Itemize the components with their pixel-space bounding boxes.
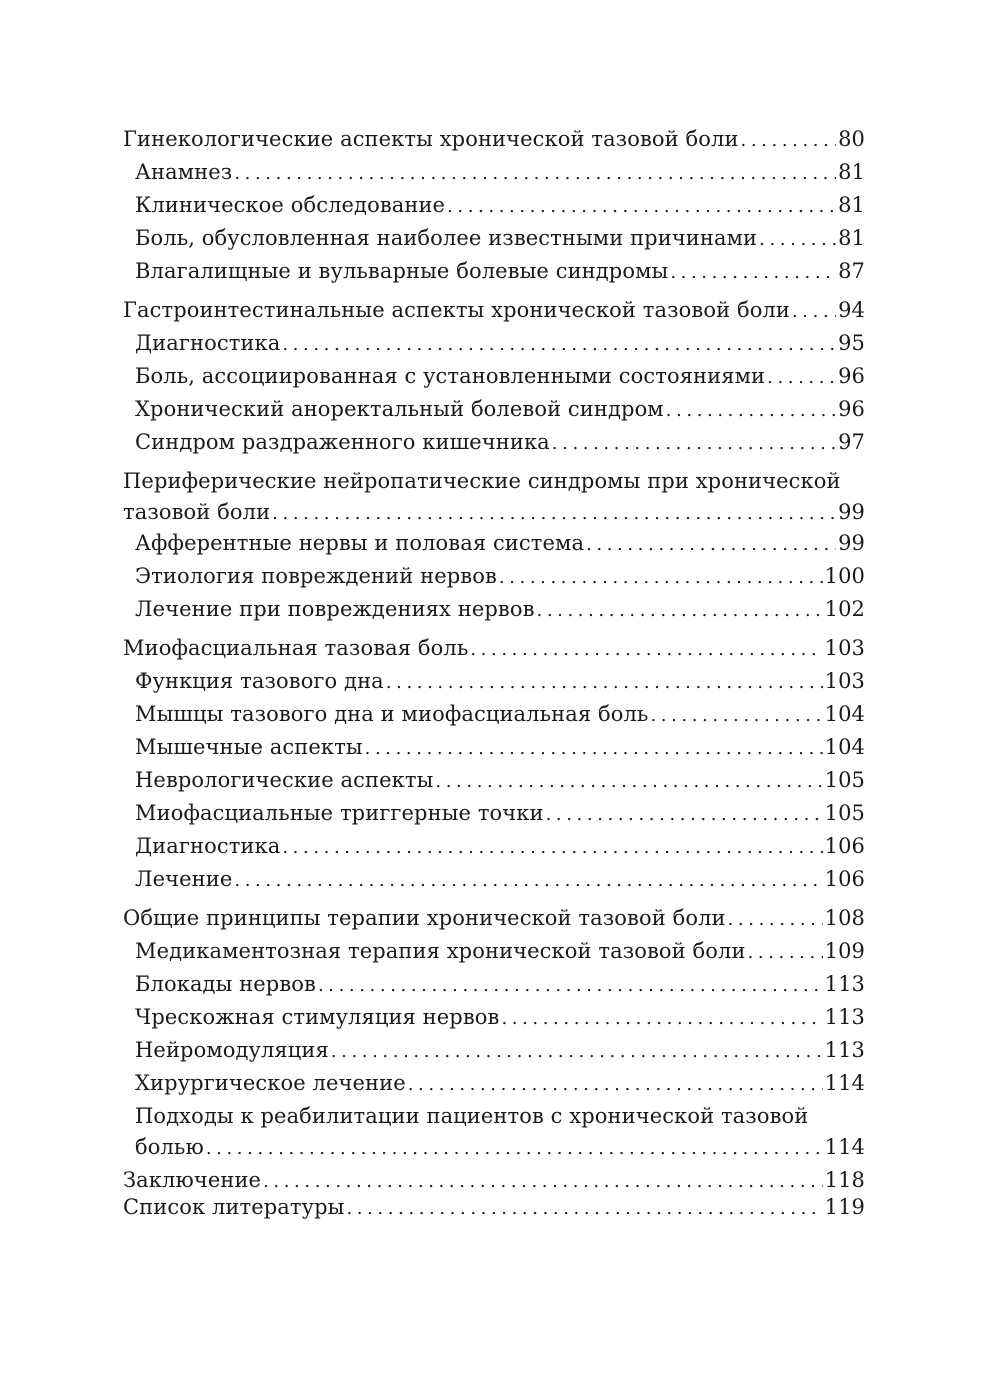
dot-leader [748,936,823,969]
toc-entry-title: Миофасциальная тазовая боль [123,636,469,660]
toc-page-number: 113 [824,1005,865,1029]
toc-page-number: 105 [824,801,865,825]
toc-page-number: 106 [824,834,865,858]
toc-entry[interactable] [123,731,865,764]
toc-entry-title: Лечение [135,867,233,891]
toc-entry[interactable] [123,360,865,393]
toc-entry[interactable] [123,1034,865,1067]
toc-entry[interactable] [123,327,865,360]
toc-entry-cont[interactable] [123,1132,865,1162]
toc-page-number: 113 [824,1038,865,1062]
toc-entry-title: Мышечные аспекты [135,735,363,759]
toc-entry-title: Миофасциальные триггерные точки [135,801,544,825]
toc-entry[interactable] [123,426,865,459]
toc-entry-title: Чрескожная стимуляция нервов [135,1005,500,1029]
toc-page-number: 103 [824,669,865,693]
toc-entry-title: Афферентные нервы и половая система [135,531,585,555]
toc-entry-title: Гинекологические аспекты хронической тазовой боли [123,127,739,151]
toc-page-number: 104 [824,735,865,759]
toc-page-number: 113 [824,972,865,996]
toc-section-gastrointestinal[interactable] [123,294,865,327]
toc-entry-title: Общие принципы терапии хронической тазовой боли [123,906,726,930]
toc-entry[interactable] [123,797,865,830]
toc-page-number: 114 [824,1135,865,1159]
dot-leader [346,1195,822,1222]
toc-entry-title: Мышцы тазового дна и миофасциальная боль [135,702,649,726]
toc-entry[interactable] [123,189,865,222]
toc-entry[interactable] [123,665,865,698]
dot-leader [586,528,836,561]
dot-leader [792,295,836,328]
toc-entry[interactable] [123,222,865,255]
dot-leader [767,361,836,394]
toc-entry[interactable] [123,830,865,863]
toc-entry-title: Этиология повреждений нервов [135,564,497,588]
toc-section-neuropathic[interactable] [123,465,865,497]
toc-entry-title: Клиническое обследование [135,193,446,217]
toc-entry[interactable] [123,156,865,189]
dot-leader [435,765,822,798]
toc-entry[interactable] [123,698,865,731]
toc-entry-title: Заключение [123,1168,262,1192]
toc-entry-title-line1: Подходы к реабилитации пациентов с хронической тазовой [135,1104,809,1128]
toc-entry-title: Нейромодуляция [135,1038,329,1062]
toc-entry[interactable] [123,255,865,288]
dot-leader [282,328,836,361]
toc-page-number: 99 [838,531,865,555]
dot-leader [552,427,836,460]
toc-entry-title: Боль, ассоциированная с установленными состояниями [135,364,766,388]
dot-leader [670,256,836,289]
toc-entry[interactable] [123,764,865,797]
toc-entry[interactable] [123,1067,865,1100]
toc-section-conclusion[interactable] [123,1167,865,1194]
toc-page-number: 106 [824,867,865,891]
toc-entry-title: Диагностика [135,331,281,355]
toc-entry-title: Синдром раздраженного кишечника [135,430,550,454]
toc-entry-title: Диагностика [135,834,281,858]
toc-page-number: 118 [824,1168,865,1192]
toc-page-number: 81 [838,226,865,250]
toc-entry-title: Анамнез [135,160,233,184]
toc-page-number: 97 [838,430,865,454]
toc-page-number: 94 [838,298,865,322]
toc-entry-title: Неврологические аспекты [135,768,434,792]
dot-leader [728,903,823,936]
toc-section-gynecology[interactable] [123,123,865,156]
dot-leader [318,969,823,1002]
dot-leader [386,666,823,699]
toc-section-neuropathic-cont[interactable] [123,497,865,527]
dot-leader [741,124,837,157]
toc-page-number: 80 [838,127,865,151]
dot-leader [447,190,836,223]
table-of-contents [123,123,865,1221]
dot-leader [666,394,836,427]
dot-leader [546,798,823,831]
dot-leader [650,699,822,732]
dot-leader [282,831,822,864]
toc-page-number: 103 [824,636,865,660]
toc-page-number: 100 [824,564,865,588]
toc-entry-title: Хронический аноректальный болевой синдром [135,397,664,421]
toc-section-therapy[interactable] [123,902,865,935]
dot-leader [759,223,836,256]
toc-page-number: 96 [838,364,865,388]
toc-entry[interactable] [123,863,865,896]
toc-entry-title: Блокады нервов [135,972,316,996]
toc-section-myofascial[interactable] [123,632,865,665]
dot-leader [263,1168,823,1195]
dot-leader [537,594,823,627]
toc-entry[interactable] [123,1100,865,1132]
toc-entry[interactable] [123,1001,865,1034]
toc-entry[interactable] [123,935,865,968]
dot-leader [206,1134,823,1164]
toc-entry[interactable] [123,527,865,560]
dot-leader [331,1035,823,1068]
toc-page-number: 108 [824,906,865,930]
toc-page-number: 105 [824,768,865,792]
toc-page-number: 104 [824,702,865,726]
dot-leader [234,864,822,897]
toc-entry[interactable] [123,393,865,426]
toc-entry[interactable] [123,968,865,1001]
toc-page-number: 119 [824,1195,865,1219]
dot-leader [272,499,836,529]
toc-entry-title: Боль, обусловленная наиболее известными причинами [135,226,758,250]
toc-entry-title-line1: Периферические нейропатические синдромы при хронической [123,469,841,493]
dot-leader [499,561,823,594]
toc-page-number: 114 [824,1071,865,1095]
toc-page-number: 102 [824,597,865,621]
toc-page-number: 87 [838,259,865,283]
dot-leader [501,1002,822,1035]
dot-leader [365,732,823,765]
toc-entry-title: Медикаментозная терапия хронической тазовой боли [135,939,746,963]
dot-leader [408,1068,823,1101]
toc-page-number: 95 [838,331,865,355]
toc-entry-title: Функция тазового дна [135,669,384,693]
toc-entry-title: Влагалищные и вульварные болевые синдромы [135,259,669,283]
toc-page-number: 81 [838,160,865,184]
toc-entry-title-line2: болью [135,1135,204,1159]
toc-entry-title: Гастроинтестинальные аспекты хронической тазовой боли [123,298,790,322]
dot-leader [234,157,836,190]
toc-section-references[interactable] [123,1194,865,1221]
toc-page-number: 96 [838,397,865,421]
toc-entry-title-line2: тазовой боли [123,500,271,524]
toc-entry-title: Лечение при повреждениях нервов [135,597,535,621]
toc-page-number: 81 [838,193,865,217]
toc-entry-title: Список литературы [123,1195,345,1219]
toc-page-number: 109 [824,939,865,963]
toc-page-number: 99 [838,500,865,524]
dot-leader [470,633,822,666]
toc-entry[interactable] [123,593,865,626]
toc-entry-title: Хирургическое лечение [135,1071,406,1095]
toc-entry[interactable] [123,560,865,593]
